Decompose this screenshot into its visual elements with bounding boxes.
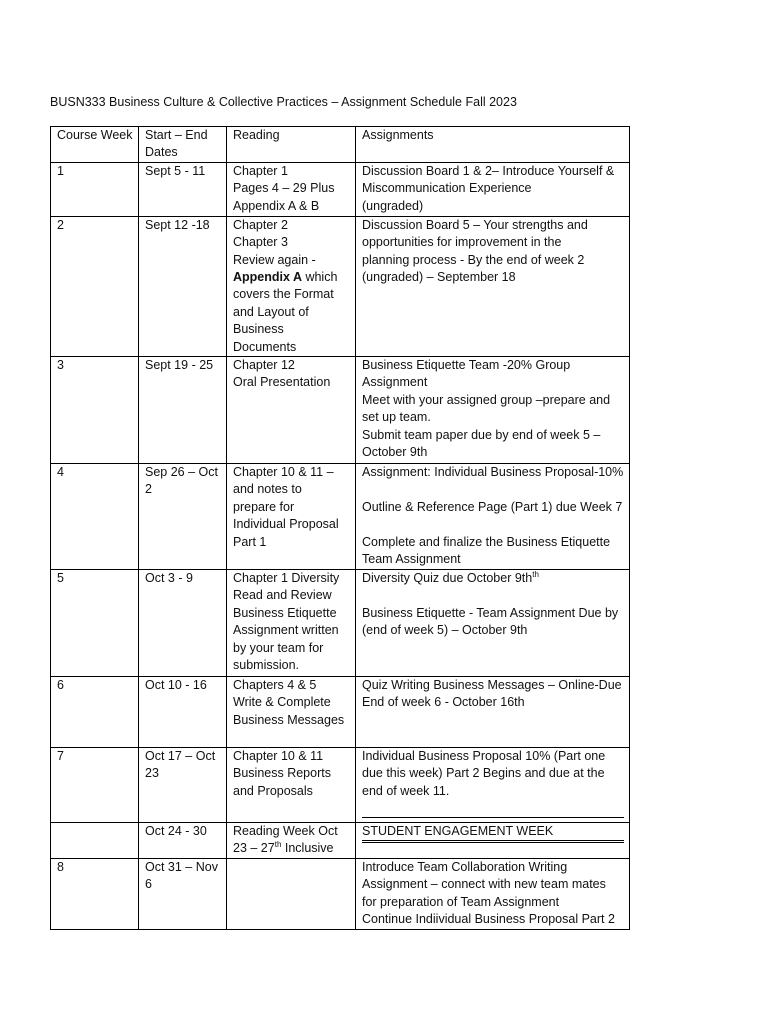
cell-dates: Oct 31 – Nov 6 <box>139 858 227 929</box>
cell-assignments: Discussion Board 5 – Your strengths and opportunities for improvement in the planning process - By the end of week 2 (ungraded) – September 18 <box>356 216 630 356</box>
header-assignments: Assignments <box>356 127 630 163</box>
table-row <box>51 677 630 748</box>
cell-assignments: Diversity Quiz due October $9th^{th}$ Business Etiquette - Team Assignment Due by (end of week 5) – October 9th <box>356 570 630 677</box>
cell-reading <box>227 858 356 929</box>
cell-assignments: Individual Business Proposal 10% (Part one due this week) Part 2 Begins and due at the end of week 11. <box>356 748 630 823</box>
divider <box>362 840 624 843</box>
page-title: BUSN333 Business Culture & Collective Practices – Assignment Schedule Fall 2023 <box>50 95 517 109</box>
table-row <box>51 216 630 356</box>
cell-reading: Chapter 1 Pages 4 – 29 Plus Appendix A & B <box>227 162 356 216</box>
cell-week: 7 <box>51 748 139 823</box>
cell-week: 4 <box>51 464 139 570</box>
cell-assignments: Discussion Board 1 & 2– Introduce Yourself & Miscommunication Experience (ungraded) <box>356 162 630 216</box>
table-row <box>51 464 630 570</box>
header-dates: Start – End Dates <box>139 127 227 163</box>
cell-assignments: Business Etiquette Team -20% Group Assignment Meet with your assigned group –prepare and set up team. Submit team paper due by end of week 5 – October 9th <box>356 357 630 464</box>
cell-dates: Sept 19 - 25 <box>139 357 227 464</box>
appendix-a-emphasis: Appendix A <box>233 270 302 285</box>
cell-dates: Oct 17 – Oct 23 <box>139 748 227 823</box>
cell-reading: Chapters 4 & 5 Write & Complete Business Messages <box>227 677 356 748</box>
cell-dates: Oct 24 - 30 <box>139 823 227 859</box>
cell-reading: Reading Week Oct 23 – 27th Inclusive <box>227 823 356 859</box>
cell-assignments: Assignment: Individual Business Proposal-10% Outline & Reference Page (Part 1) due Week 7 Complete and finalize the Business Etiquette Team Assignment <box>356 464 630 570</box>
cell-week: 2 <box>51 216 139 356</box>
table-row <box>51 570 630 677</box>
divider <box>362 817 624 818</box>
cell-week: 1 <box>51 162 139 216</box>
cell-assignments: Quiz Writing Business Messages – Online-Due End of week 6 - October 16th <box>356 677 630 748</box>
table-header-row <box>51 127 630 163</box>
cell-week: 6 <box>51 677 139 748</box>
cell-reading: Chapter 10 & 11 Business Reports and Proposals <box>227 748 356 823</box>
cell-reading: Chapter 10 & 11 – and notes to prepare for Individual Proposal Part 1 <box>227 464 356 570</box>
cell-assignments: Introduce Team Collaboration Writing Assignment – connect with new team mates for preparation of Team Assignment Continue Indiividual Business Proposal Part 2 <box>356 858 630 929</box>
cell-reading: Chapter 1 Diversity Read and Review Business Etiquette Assignment written by your team for submission. <box>227 570 356 677</box>
table-row <box>51 162 630 216</box>
cell-week: 8 <box>51 858 139 929</box>
cell-reading: Chapter 12 Oral Presentation <box>227 357 356 464</box>
cell-assignments <box>356 823 630 859</box>
header-reading: Reading <box>227 127 356 163</box>
cell-dates: Sep 26 – Oct 2 <box>139 464 227 570</box>
cell-week: 3 <box>51 357 139 464</box>
assignment-schedule-table <box>50 126 630 930</box>
cell-dates: Oct 10 - 16 <box>139 677 227 748</box>
header-course-week: Course Week <box>51 127 139 163</box>
cell-dates: Sept 5 - 11 <box>139 162 227 216</box>
cell-week <box>51 823 139 859</box>
cell-reading: Chapter 2 Chapter 3 Review again - Appendix A which covers the Format and Layout of Business Documents <box>227 216 356 356</box>
table-row <box>51 357 630 464</box>
table-row <box>51 748 630 823</box>
cell-week: 5 <box>51 570 139 677</box>
cell-dates: Sept 12 -18 <box>139 216 227 356</box>
table-row <box>51 823 630 859</box>
cell-dates: Oct 3 - 9 <box>139 570 227 677</box>
table-row <box>51 858 630 929</box>
student-engagement-week-label: STUDENT ENGAGEMENT WEEK <box>362 824 554 839</box>
